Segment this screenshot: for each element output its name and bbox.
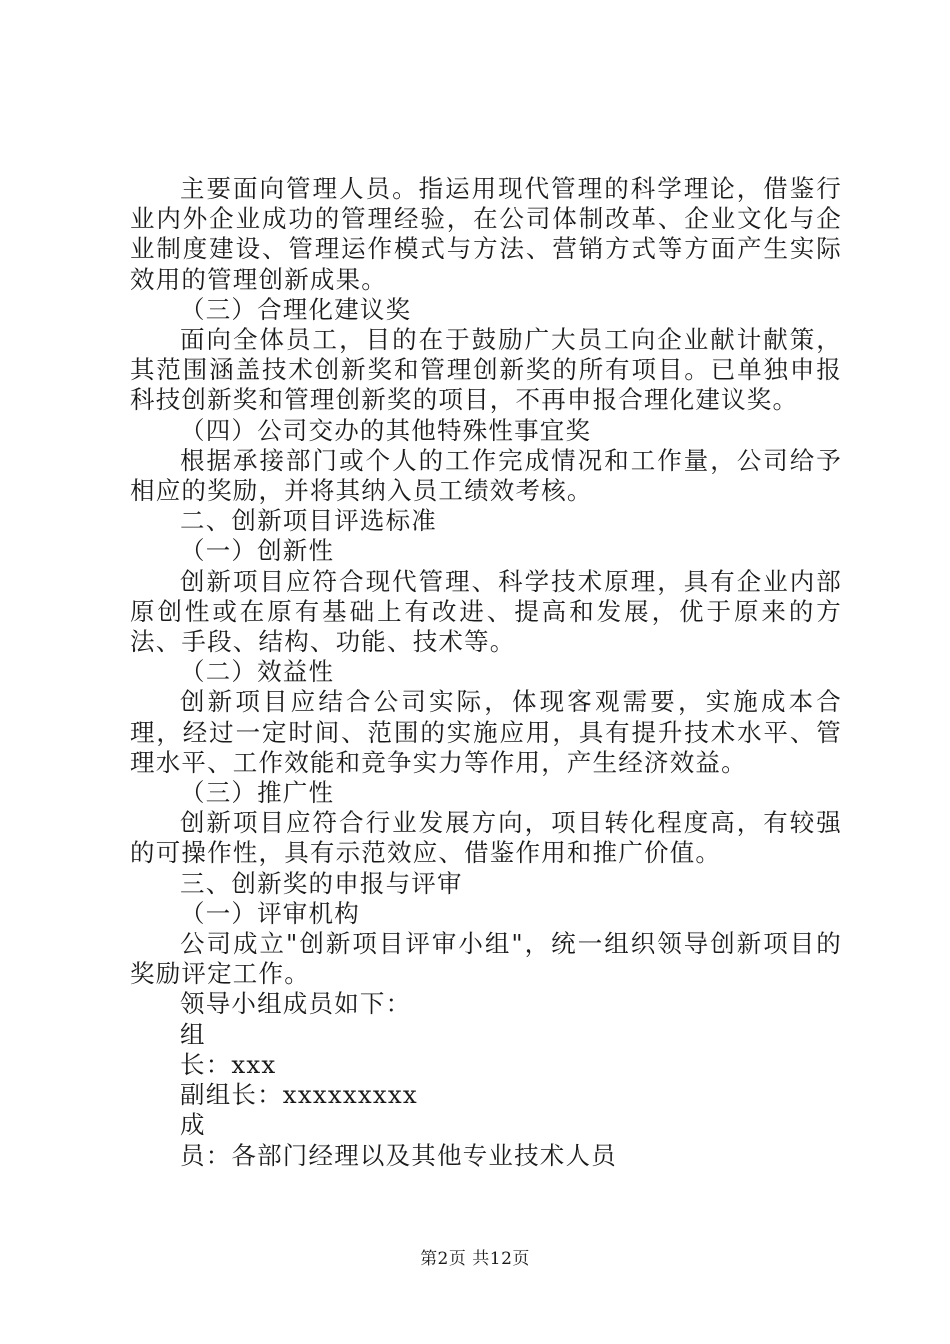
heading-application-review: 三、创新奖的申报与评审 (180, 868, 463, 898)
paragraph-review-body: 公司成立"创新项目评审小组"，统一组织领导创新项目的奖励评定工作。 (130, 929, 842, 989)
heading-special-matters-award: （四）公司交办的其他特殊性事宜奖 (180, 415, 592, 445)
page-number-footer: 第2页 共12页 (420, 1249, 530, 1269)
members-member-part1: 成 (180, 1110, 206, 1140)
members-deputy-leader: 副组长：xxxxxxxxx (180, 1080, 418, 1110)
members-leader-part1: 组 (180, 1019, 206, 1049)
paragraph-special-matters-award: 根据承接部门或个人的工作完成情况和工作量，公司给予相应的奖励，并将其纳入员工绩效考核。 (130, 445, 842, 506)
members-intro: 领导小组成员如下： (180, 989, 412, 1019)
heading-promotion: （三）推广性 (180, 778, 335, 808)
heading-benefit: （二）效益性 (180, 657, 335, 687)
members-member-part2: 员：各部门经理以及其他专业技术人员 (180, 1140, 617, 1170)
heading-review-body: （一）评审机构 (180, 898, 360, 928)
paragraph-benefit: 创新项目应结合公司实际，体现客观需要，实施成本合理，经过一定时间、范围的实施应用，具有提升技术水平、管理水平、工作效能和竞争实力等作用，产生经济效益。 (130, 687, 842, 777)
paragraph-rationalization-award: 面向全体员工，目的在于鼓励广大员工向企业献计献策，其范围涵盖技术创新奖和管理创新奖的所有项目。已单独申报科技创新奖和管理创新奖的项目，不再申报合理化建议奖。 (130, 325, 842, 415)
heading-evaluation-criteria: 二、创新项目评选标准 (180, 506, 437, 536)
members-leader-part2: 长：xxx (180, 1049, 277, 1079)
paragraph-innovativeness: 创新项目应符合现代管理、科学技术原理，具有企业内部原创性或在原有基础上有改进、提高和发展，优于原来的方法、手段、结构、功能、技术等。 (130, 566, 842, 657)
document-body (130, 174, 842, 1171)
heading-innovativeness: （一）创新性 (180, 536, 335, 566)
heading-rationalization-award: （三）合理化建议奖 (180, 294, 412, 324)
paragraph-promotion: 创新项目应符合行业发展方向，项目转化程度高，有较强的可操作性，具有示范效应、借鉴作用和推广价值。 (130, 808, 842, 868)
paragraph-management-innovation: 主要面向管理人员。指运用现代管理的科学理论，借鉴行业内外企业成功的管理经验，在公司体制改革、企业文化与企业制度建设、管理运作模式与方法、营销方式等方面产生实际效用的管理创新成果。 (130, 174, 842, 294)
